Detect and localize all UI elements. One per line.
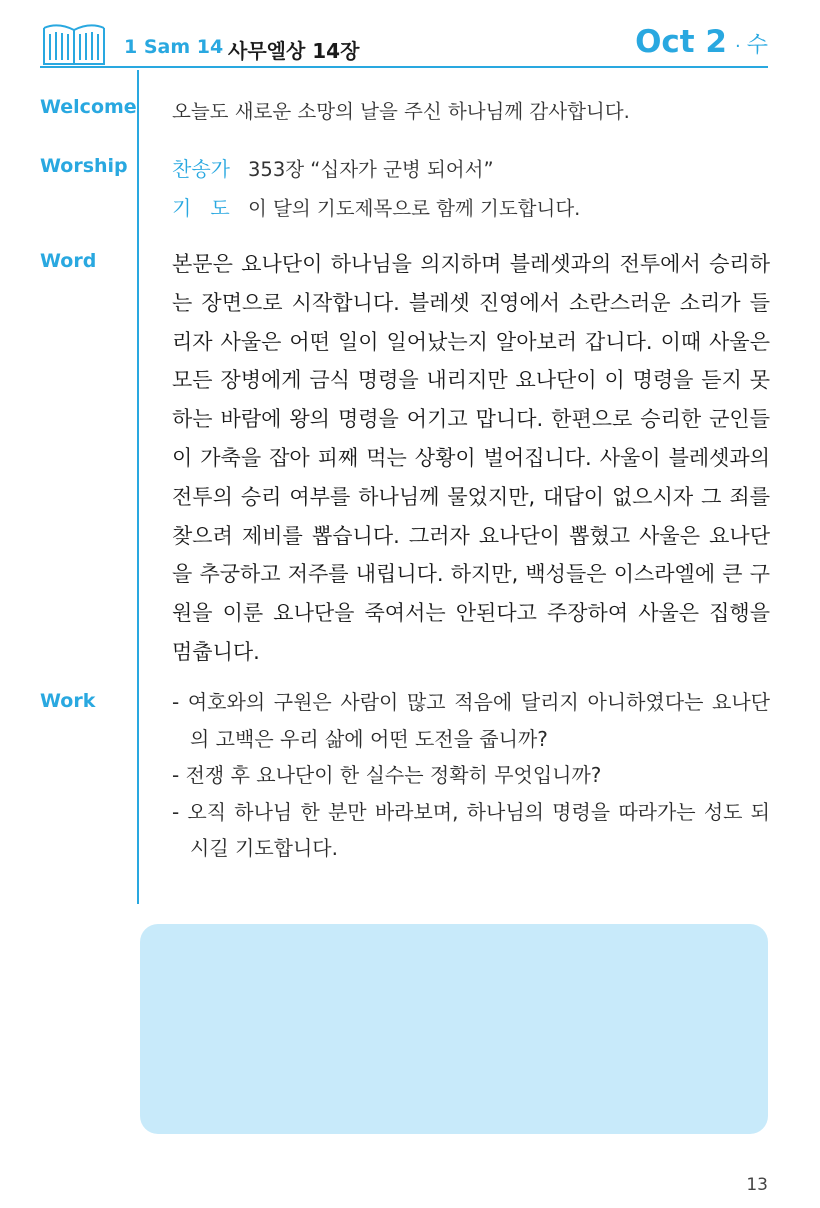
- word-label: Word: [40, 250, 97, 272]
- prayer-text: 이 달의 기도제목으로 함께 기도합니다.: [248, 197, 581, 220]
- weekday: 수: [746, 33, 768, 58]
- scripture-reference-korean: 사무엘상 14장: [228, 39, 360, 63]
- column-divider: [137, 70, 139, 904]
- prayer-label: 기 도: [172, 196, 230, 220]
- date-separator: ·: [735, 36, 741, 57]
- page-number: 13: [746, 1175, 768, 1195]
- worship-label: Worship: [40, 155, 128, 177]
- prayer-line: [172, 192, 580, 221]
- hymn-label: 찬송가: [172, 157, 230, 181]
- scripture-reference: 1 Sam 14: [124, 36, 224, 58]
- word-body-text: 본문은 요나단이 하나님을 의지하며 블레셋과의 전투에서 승리하는 장면으로 시작합니다. 블레셋 진영에서 소란스러운 소리가 들리자 사울은 어떤 일이 일어났는지 알아보러 갑니다. 이때 사울은 모든 장병에게 금식 명령을 내리지만 요나단이 이 명령을 듣지 못하는 바람에 왕의 명령을 어기고 맙니다. 한편으로 승리한 군인들이 가축을 잡아 피째 먹는 상황이 벌어집니다. 사울이 블레셋과의 전투의 승리 여부를 하나님께 물었지만, 대답이 없으시자 그 죄를 찾으려 제비를 뽑습니다. 그러자 요나단이 뽑혔고 사울은 요나단을 추궁하고 저주를 내립니다. 하지만, 백성들은 이스라엘에 큰 구원을 이룬 요나단을 죽여서는 안된다고 주장하여 사울은 집행을 멈춥니다.: [172, 252, 770, 664]
- welcome-text: 오늘도 새로운 소망의 날을 주신 하나님께 감사합니다.: [172, 100, 630, 123]
- work-list: [172, 684, 770, 867]
- list-item: - 오직 하나님 한 분만 바라보며, 하나님의 명령을 따라가는 성도 되시길 기도합니다.: [172, 799, 770, 860]
- notes-area[interactable]: [140, 924, 768, 1134]
- hymn-line: [172, 153, 494, 182]
- list-item: - 여호와의 구원은 사람이 많고 적음에 달리지 아니하였다는 요나단의 고백은 우리 삶에 어떤 도전을 줍니까?: [172, 690, 770, 751]
- hymn-text: 353장 “십자가 군병 되어서”: [248, 158, 494, 181]
- page-header: [40, 18, 768, 68]
- list-item: - 전쟁 후 요나단이 한 실수는 정확히 무엇입니까?: [172, 763, 602, 787]
- header-divider: [40, 66, 768, 68]
- date: Oct 2: [635, 24, 727, 60]
- open-book-icon: [40, 20, 108, 66]
- work-label: Work: [40, 690, 96, 712]
- welcome-label: Welcome: [40, 96, 137, 118]
- date-block: [635, 24, 768, 60]
